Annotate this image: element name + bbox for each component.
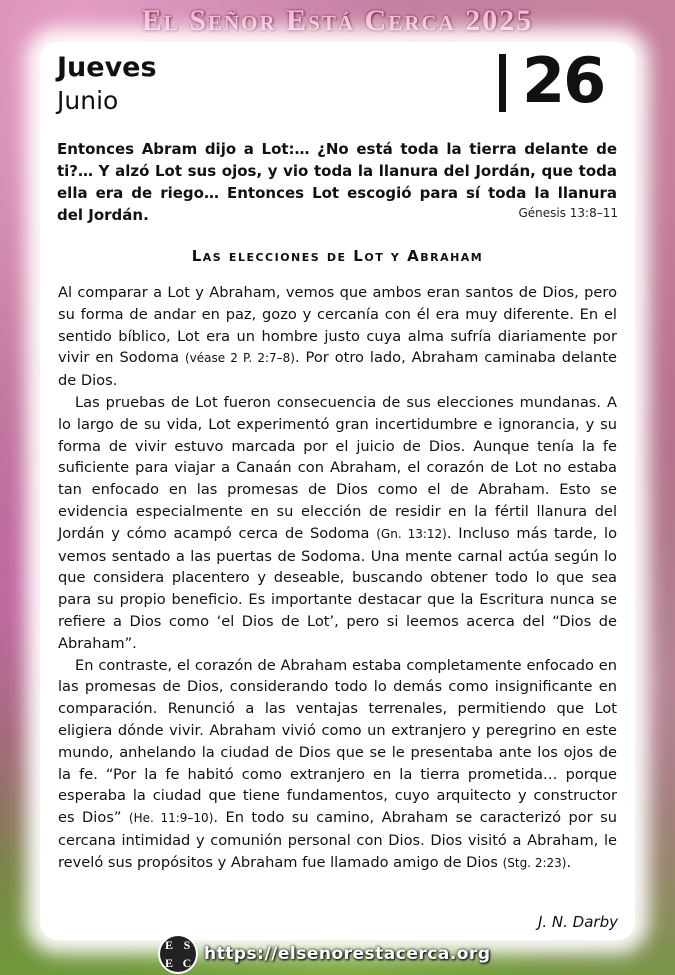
key-verse: Entonces Abram dijo a Lot:… ¿No está toda la tierra delante de ti?… Y alzó Lot sus ojos, y vio toda la llanura del Jordán, que toda ella era de riego… Entonces Lot escogió para sí toda la llanura del Jordán. bbox=[57, 140, 617, 224]
verse-reference: Génesis 13:8–11 bbox=[518, 206, 618, 220]
day-number: 26 bbox=[522, 44, 605, 117]
scripture-reference: (Gn. 13:12) bbox=[376, 526, 447, 541]
paragraph-text: . Por otro lado, Abraham caminaba delante de Dios. bbox=[58, 349, 617, 390]
paragraph bbox=[58, 392, 617, 655]
footer bbox=[160, 936, 491, 972]
paragraph-text: Al comparar a Lot y Abraham, vemos que ambos eran santos de Dios, pero su forma de andar en paz, gozo y cercanía con él era muy diferente. En el sentido bíblico, Lot era un hombre justo cuya alma sufría diariamente por vivir en Sodoma bbox=[58, 284, 617, 367]
article-title: Las elecciones de Lot y Abraham bbox=[191, 247, 484, 265]
date-divider bbox=[499, 54, 506, 112]
devotional-card bbox=[40, 42, 635, 940]
publisher-logo bbox=[160, 936, 196, 972]
paragraph-text: . En todo su camino, Abraham se caracterizó por su cercana intimidad y comunión personal con Dios. Dios visitó a Abraham, le reveló sus propósitos y Abraham fue llamado amigo de Dios bbox=[58, 809, 617, 871]
paragraph-text: Las pruebas de Lot fueron consecuencia de sus elecciones mundanas. A lo largo de su vida, Lot experimentó gran incertidumbre e ignorancia, y su forma de vivir estuvo marcada por el juicio de Dios. Aunque tenía la fe suficiente para viajar a Canaán con Abraham, el corazón de Lot no estaba tan enfocado en las promesas de Dios como el de Abraham. Esto se evidencia especialmente en su elección de residir en la fértil llanura del Jordán y cómo acampó cerca de Sodoma bbox=[58, 393, 617, 542]
article-body bbox=[58, 282, 617, 875]
paragraph-text: . Incluso más tarde, lo vemos sentado a las puertas de Sodoma. Una mente carnal actúa según lo que considera placentero y deseable, buscando obtener todo lo que sea para su propio beneficio. Es importante destacar que la Escritura nunca se refiere a Dios como ‘el Dios de Lot’, pero si leemos acerca del “Dios de Abraham”. bbox=[58, 524, 617, 652]
weekday: Jueves bbox=[57, 52, 157, 83]
scripture-reference: (He. 11:9–10) bbox=[128, 811, 214, 826]
scripture-reference: (Stg. 2:23) bbox=[502, 855, 567, 870]
paragraph bbox=[58, 282, 617, 392]
paragraph bbox=[58, 655, 617, 875]
banner-title: El Señor Está Cerca 2025 bbox=[141, 4, 534, 37]
logo-letter: C bbox=[182, 956, 192, 970]
website-link[interactable]: https://elsenorestacerca.org bbox=[204, 944, 491, 964]
logo-letter: E bbox=[164, 956, 173, 970]
paragraph-text: En contraste, el corazón de Abraham estaba completamente enfocado en las promesas de Dios, considerando todo lo demás como insignificante en comparación. Renunció a las ventajas terrenales, permitiendo que Lot eligiera dónde vivir. Abraham vivió como un extranjero y peregrino en este mundo, anhelando la ciudad de Dios que se le presentaba ante los ojos de la fe. “Por la fe habitó como extranjero en la tierra prometida… porque esperaba la ciudad que tiene fundamentos, cuyo arquitecto y constructor es Dios” bbox=[58, 656, 617, 827]
author: J. N. Darby bbox=[537, 913, 618, 931]
month: Junio bbox=[57, 86, 119, 115]
scripture-reference: (véase 2 P. 2:7–8) bbox=[185, 351, 295, 366]
logo-letter: S bbox=[183, 938, 191, 952]
logo-letter: E bbox=[164, 938, 173, 952]
paragraph-text: . bbox=[566, 853, 572, 871]
